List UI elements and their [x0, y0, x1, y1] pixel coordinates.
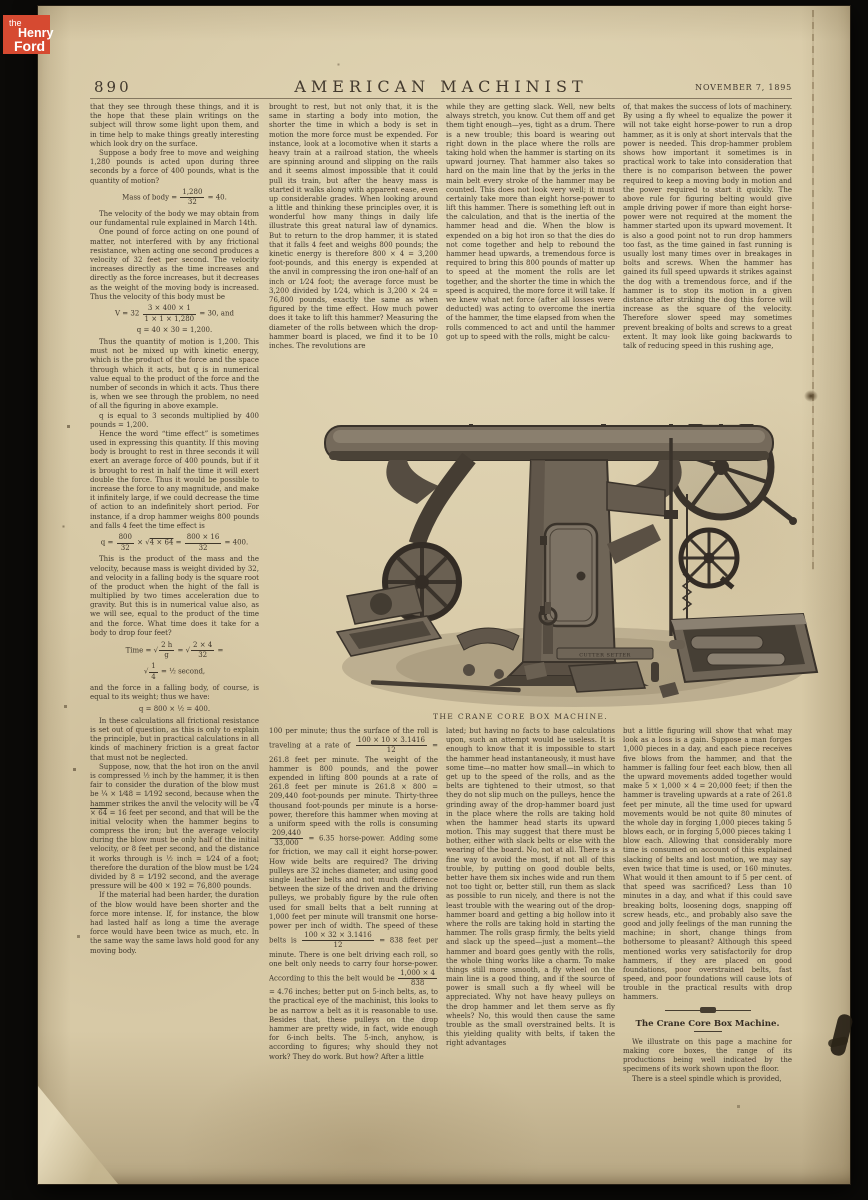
henry-ford-logo — [3, 15, 63, 61]
stacked-fraction: $\frac{1,280}{32}$ — [182, 188, 203, 207]
text-column-3-bottom — [446, 727, 615, 1129]
logo-word-the: the — [9, 18, 22, 28]
formula: q = 40 × 30 = 1,200. — [136, 326, 213, 335]
divider — [665, 1010, 751, 1015]
paragraph: that they see through these things, and it is the hope that these plain writings on the subject will throw some light upon them, and in time help to make things greatly interesting which look dry on the surface. — [90, 103, 259, 148]
engraving-illustration — [318, 424, 820, 714]
drive-belt — [417, 458, 469, 544]
paragraph: lated; but having no facts to base calculations upon, such an attempt would be useless. It is enough to know that it is impossible to start the hammer head instantaneously, it must have some time—no matter how small—in which to get up to the speed of the rolls, and as the belts are tightened to their utmost, so that they do not slip much on the pulleys, hence the grinding away of the drop-hammer board just in the place where the rolls are taking hold when the hammer head starts its upward motion. This may suggest that there must be bother, either with slack belts or else with the wearing of the board. No, not at all. There is a fine way to avoid the most, if not all of this trouble, by putting on good double belts, better have them six inches wide and run them not too tight or, better still, run them as slack as possible to run nicely, and there is not the least trouble with the wearing out of the drop-hammer board and getting a big hollow into it where the rolls are taking hold in starting the hammer. The rolls grasp firmly, the belts yield and slack up the speed—just a moment—the hammer and board goes gently with the rolls, the whole thing works like a charm. To make things still more smooth, a fly wheel on the main line is a good thing, and if the source of power is small such a fly wheel will be appreciated. Why not have heavy pulleys on the drop hammer and let them serve as fly wheels? No, this would then cause the same trouble as the small overstrained belts. It is this yielding quality with belts, if taken the right advantages — [446, 727, 615, 1048]
paragraph: There is a steel spindle which is provided, — [632, 1074, 782, 1083]
paragraph: Thus the quantity of motion is 1,200. This must not be mixed up with kinetic energy, which is the product of the force and the space through which it acts, but q is in numerical value equal to the product of the force and the number of seconds in which it acts. Thus there is, when we see through the problem, no need of all the figuring in above example. — [90, 338, 259, 411]
paragraph: We illustrate on this page a machine for making core boxes, the range of its productions being well indicated by the specimens of its work shown upon the floor. — [623, 1037, 792, 1074]
hand-wheel — [681, 530, 737, 589]
formula: √ $\frac{1}{4}$ = ½ second, — [143, 662, 206, 681]
text-column-4-top — [623, 103, 792, 437]
formula: q = 800 × ½ = 400. — [138, 705, 211, 714]
formula: q = $\frac{800}{32}$ × √4 × 64 = $\frac{800 \times 16}{32}$ = 400. — [100, 533, 249, 552]
paragraph: In these calculations all frictional resistance is set out of question, as this is only to explain the principle, but in practical calculations in all kinds of machinery friction is a great factor that must not be neglected. — [90, 716, 259, 762]
paragraph: Suppose a body free to move and weighing 1,280 pounds is acted upon during three seconds by a force of 400 pounds, what is the quantity of motion? — [90, 148, 259, 185]
journal-title: AMERICAN MACHINIST — [294, 77, 588, 96]
page-header — [90, 74, 792, 100]
text-column-2-top — [269, 103, 438, 437]
paper-specks — [38, 6, 39, 7]
stacked-fraction: $\frac{209,440}{33,000}$ — [272, 829, 301, 848]
paragraph: brought to rest, but not only that, it is the same in starting a body into motion, the shorter the time in which a body is set in motion the more force must be expended. For instance, look at a locomotive when it starts a heavy train at a railroad station, the wheels are spinning around and slipping on the rails and it seems almost impossible that it could pull its train, but after the heavy mass is started it walks along with apparent ease, even up considerable grades. When looking around a little and thinking these principles over, it is wonderful how many things in daily life illustrate this great natural law of dynamics. But to return to the drop hammer, it is stated that it falls 4 feet and weighs 800 pounds; the kinetic energy is therefore 800 × 4 = 3,200 foot-pounds, and this energy is expended at the anvil in compressing the iron one-half of an inch or 1⁄24 foot; the average force must be 3,200 divided by 1⁄24, which is 3,200 × 24 = 76,800 pounds, exactly the same as when figured by the time effect. How much power does it take to lift this hammer? Measuring the diameter of the rolls between which the drop-hammer board is placed, we find it to be 10 inches. The revolutions are — [269, 103, 438, 350]
stacked-fraction: $\frac{1}{4}$ — [151, 662, 156, 681]
paragraph: and the force in a falling body, of course, is equal to its weight; thus we have: — [90, 684, 259, 702]
stacked-fraction: $\frac{3 \times 400 \times 1}{1 \times 1 \times 1,280}$ — [144, 304, 195, 323]
formula: Mass of body = $\frac{1,280}{32}$ = 40. — [122, 188, 227, 207]
stacked-fraction: $\frac{100 \times 10 \times 3.1416}{12}$ — [357, 736, 425, 755]
formula: V = 32 $\frac{3 \times 400 \times 1}{1 \times 1 \times 1,280}$ = 30, and — [115, 304, 234, 323]
engraving-caption: THE CRANE CORE BOX MACHINE. — [433, 712, 608, 721]
logo-word-henry: Henry — [18, 26, 54, 40]
logo-word-ford: Ford — [14, 38, 46, 54]
core-box-machine-engraving — [318, 424, 820, 714]
paragraph: The velocity of the body we may obtain from our fundamental rule explained in March 14th. — [90, 210, 259, 228]
text-column-2-bottom — [269, 727, 438, 1129]
paragraph: If the material had been harder, the duration of the blow would have been shorter and the force more intense. If, for instance, the blow had lasted half as long a time the average force would have been twice as much, etc. In the same way the same laws hold good for any moving body. — [90, 891, 259, 955]
article-heading: The Crane Core Box Machine. — [635, 1018, 780, 1029]
magazine-page — [38, 6, 850, 1184]
text-column-1 — [90, 103, 259, 1115]
formula: Time = √ $\frac{2 h}{g}$ = √ $\frac{2 \times 4}{32}$ = — [125, 640, 224, 659]
stacked-fraction: $\frac{800}{32}$ — [118, 533, 132, 552]
paragraph: This is the product of the mass and the velocity, because mass is weight divided by 32, and velocity in a falling body is the square root of the product when the hight of the fall is multiplied by two times acceleration due to gravity. But this is in numerical value also, as we will see, equal to the product of the time and the force. What time does it take for a body to drop four feet? — [90, 555, 259, 637]
stacked-fraction: $\frac{2 h}{g}$ — [161, 640, 173, 659]
page-number: 890 — [94, 78, 132, 96]
paragraph: One pound of force acting on one pound of matter, not interfered with by any frictional resistance, when acting one second produces a velocity of 32 feet per second. The velocity increases directly as the time increases and directly as the force increases, but it decreases as the weight of the moving body is increased. Thus the velocity of this body must be — [90, 228, 259, 301]
paragraph: of, that makes the success of lots of machinery. By using a fly wheel to equalize the power it will not take eight horse-power to run a drop hammer, as it is only at short intervals that the power is needed. This drop-hammer problem shows how important it sometimes is in practical work to take into consideration that there is no comparison between the power required to keep a moving body in motion and the power required to start it quickly. The above rule for figuring belting would give ample driving power if more than eight horse-power were not required at the moment the hammer started upon its upward movement. It is also a good point not to run drop hammers too fast, as the time gained in fast running is usually lost many times over in breakages in bolts and screws. When the hammer has gained its full speed upwards it strikes against the dog with a tremendous force, and if the hammer is to stop its motion in a given distance after striking the dog this force will increase as the square of the velocity. Therefore slower speed may sometimes prevent breaking of bolts and screws to a great extent. It may look like going backwards to talk of reducing speed in this rushing age, — [623, 103, 792, 350]
paragraph: while they are getting slack. Well, new belts always stretch, you know. Cut them off and get them tight enough—yes, tight as a drum. There is a new trouble; this board is wearing out right down in the place where the rolls are taking hold when the hammer is starting on its upward journey. That hammer also takes so hard on the main line that by the jerks in the main belt every stroke of the hammer may be counted. This does not look very well; it must certainly take more than eight horse-power to lift this hammer. There is something left out in the calculation, and that is the inertia of the hammer head and die. When the blow is expended on a big hot iron so that the dies do not come together and help to rebound the hammer head upwards, a tremendous force is required to bring this 800 pounds of matter up to speed at the moment the rolls are let together, and the shorter the time in which the speed is acquired, the more force it will take. If we knew what net force (after all losses were deducted) was acting to overcome the inertia of the hammer, the time elapsed from when the rolls commenced to act and until the hammer got up to speed with the rolls, might be calcu- — [446, 103, 615, 341]
issue-date: NOVEMBER 7, 1895 — [695, 83, 792, 92]
table-top — [325, 426, 773, 460]
crease-stitch-mark — [804, 390, 818, 402]
stacked-fraction: $\frac{100 \times 32 \times 3.1416}{12}$ — [304, 931, 372, 950]
text-column-4-bottom — [623, 727, 792, 1129]
paragraph: Hence the word “time effect” is sometimes used in expressing this quantity. If this moving body is brought to rest in three seconds it will exert an average force of 400 pounds, but if it is brought to rest in half the time it will exert double the force. Thus it would be possible to increase the force to any magnitude, and make it infinitely large, if we could decrease the time of action to an indefinitely short period. For instance, if a drop hammer weighs 800 pounds and falls 4 feet the time effect is — [90, 429, 259, 530]
paragraph: Suppose, now, that the hot iron on the anvil is compressed ½ inch by the hammer, it is then fair to consider the duration of the blow must be ¼ × 1⁄48 = 1⁄192 second, because when the hammer strikes the anvil the velocity will be √4 × 64 = 16 feet per second, and that will be the initial velocity when the hammer begins to compress the iron; but the average velocity during the blow must be only half of the initial velocity, or 8 feet per second, and the distance it works through is ½ inch = 1⁄24 of a foot; therefore the duration of the blow must be 1⁄24 divided by 8 = 1⁄192 second, and the average pressure will be 400 × 192 = 76,800 pounds. — [90, 762, 259, 891]
ink-blot-mark — [829, 1013, 854, 1057]
cutter-setter-label: CUTTER SETTER — [579, 652, 631, 659]
stacked-fraction: $\frac{1,000 \times 4}{838}$ — [400, 968, 435, 988]
stacked-fraction: $\frac{2 \times 4}{32}$ — [193, 640, 213, 659]
paragraph: 100 per minute; thus the surface of the roll is traveling at a rate of $\frac{100 \times 10 \times 3.1416}{12}$ = 261.8 feet per minute. The weight of the hammer is 800 pounds, and the power expended in lifting 800 pounds at a rate of 261.8 feet per minute is 261.8 × 800 = 209,440 foot-pounds per minute. Thirty-three thousand foot-pounds per minute is a horse-power, therefore this hammer when moving at a uniform speed with the rolls is consuming $\frac{209,440}{33,000}$ = 6.35 horse-power. Adding some for friction, we may call it eight horse-power. How wide belts are required? The driving pulleys are 32 inches diameter, and using good single leather belts and not much difference between the size of the driven and the driving pulleys, we probably figure by the rule often used for small belts that a belt running at 1,000 feet per minute will transmit one horse-power per inch of width. The speed of these belts is $\frac{100 \times 32 \times 3.1416}{12}$ = 838 feet per minute. There is one belt driving each roll, so one belt only needs to carry four horse-power. According to this the belt would be $\frac{1,000 \times 4}{838}$ = 4.76 inches; better put on 5-inch belts, as, to the practical eye of the machinist, this looks to be as narrow a belt as it is reasonable to use. Besides that, these pulleys on the drop hammer are pretty wide, in fact, wide enough for 6-inch belts. The 5-inch, anyhow, is according to figures; why should they not work? They do work. But how? After a little — [269, 727, 438, 1061]
paper-crease — [812, 10, 814, 570]
paragraph: but a little figuring will show that what may look as a loss is a gain. Suppose a man forges 1,000 pieces in a day, and each piece receives five blows from the hammer, and that the hammer is falling four feet each blow, then all the upward movements added together would make 5 × 1,000 × 4 = 20,000 feet; if then the hammer is traveling upwards at a rate of 261.8 feet per minute, all the time used for upward movements would be not quite 80 minutes of the whole day in forging 1,000 pieces taking 5 blows each, or in forging 5,000 pieces taking 1 blow each. Allowing that considerably more time is consumed on account of this explained slacking of belts and lost motion, we may say even twice that time is used, or 160 minutes. What would it then amount to if 5 per cent. of that speed was sacrificed? Less than 10 minutes in a day, and what if this could save breaking bolts, loosening dogs, snapping off screw heads, etc., and probably also save the good and jolly feelings of the man running the machine; in short, change things from bothersome to pleasant? Although this speed mentioned works very satisfactorily for drop hammers, if they are placed on good foundations, poor overstrained belts, fast speed, and poor foundations will cause lots of trouble in the practical results with drop hammers. — [623, 727, 792, 1002]
paragraph: q is equal to 3 seconds multiplied by 400 pounds = 1,200. — [90, 411, 259, 429]
text-column-3-top — [446, 103, 615, 437]
header-rule — [90, 98, 792, 99]
subrule — [694, 1031, 722, 1034]
stacked-fraction: $\frac{800 \times 16}{32}$ — [186, 533, 220, 552]
